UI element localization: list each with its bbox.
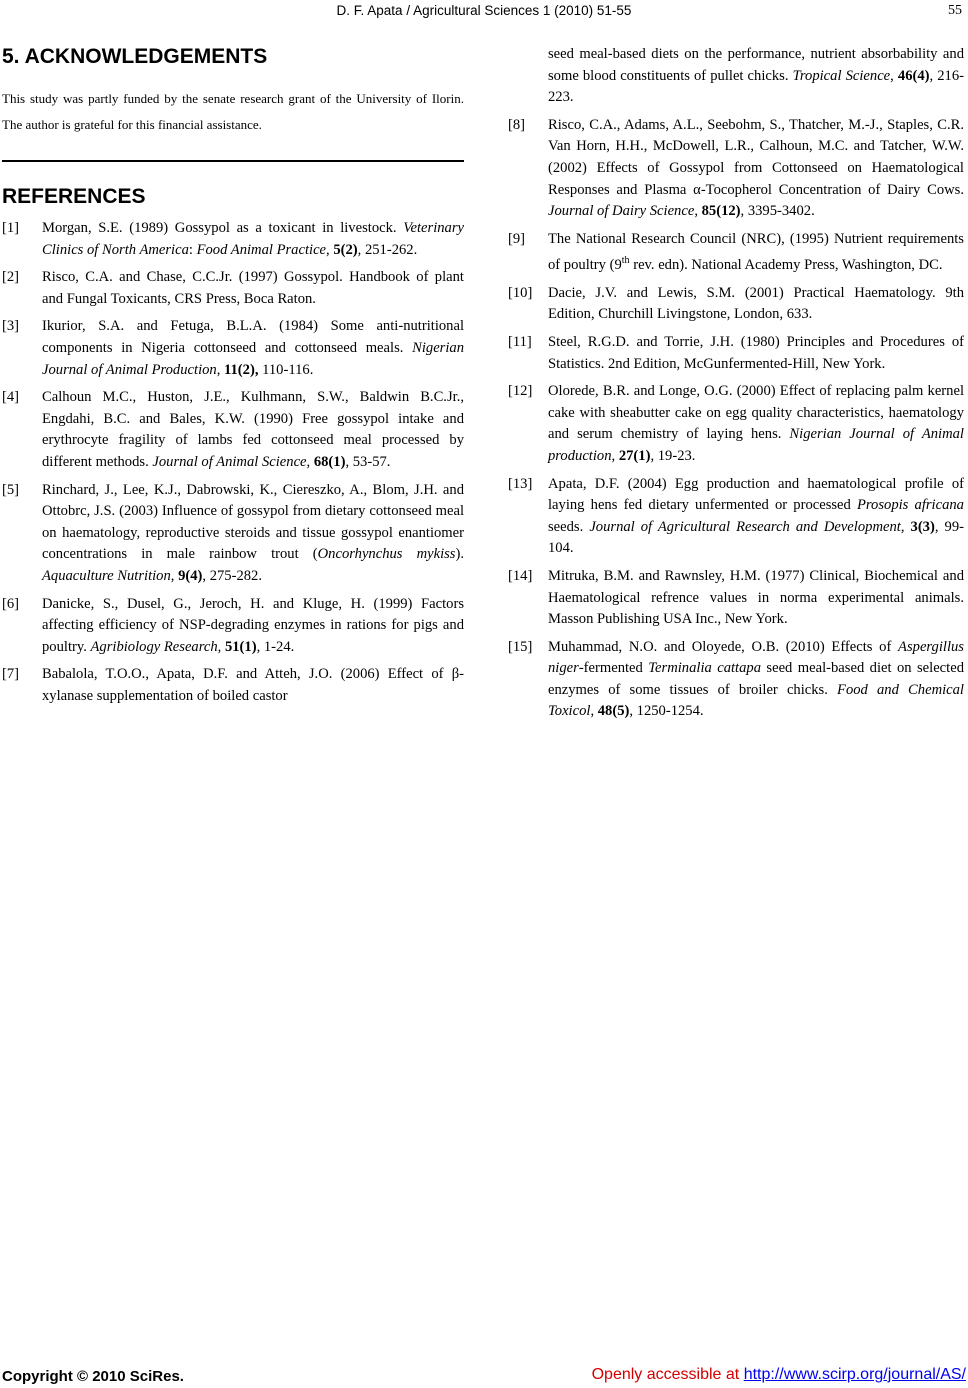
reference-number: [9] bbox=[508, 230, 526, 247]
reference-number: [2] bbox=[2, 269, 20, 286]
ref-volume: 46(4) bbox=[897, 67, 930, 84]
ref-separator: , bbox=[217, 638, 225, 655]
ref-text: rev. edn). National Academy Press, Washington, DC. bbox=[629, 257, 943, 274]
reference-text bbox=[548, 115, 964, 223]
ref-pages: 110-116. bbox=[258, 361, 314, 378]
ref-pages: , 216-223. bbox=[548, 67, 964, 106]
ref-authors-title: Babalola, T.O.O., Apata, D.F. and Atteh, J.O. (2006) Effect of β-xylanase supplementation of boiled castor bbox=[42, 666, 464, 704]
reference-number: [1] bbox=[2, 220, 20, 236]
ref-superscript: th bbox=[621, 255, 630, 267]
ref-species: Terminalia cattapa bbox=[648, 660, 761, 677]
ref-pages: , 275-282. bbox=[202, 567, 262, 584]
ref-text: seed meal-based diet on selected enzymes of some tissues of broiler chicks. bbox=[548, 660, 964, 698]
ref-volume: 68(1) bbox=[313, 453, 346, 470]
reference-text bbox=[548, 381, 964, 467]
reference-text bbox=[42, 267, 464, 310]
ref-species: Aspergillus niger bbox=[548, 638, 964, 677]
ref-authors-title: Rinchard, J., Lee, K.J., Dabrowski, K., Ciereszko, A., Blom, J.H. and Ottobrc, J.S. (2003) Influence of gossypol from dietary cottonseed meal on haematology, reproductive steroids and tissue gossypol enantiomer concentrations in male rainbow trout ( bbox=[42, 481, 464, 563]
ref-journal: Food Animal Practice bbox=[196, 241, 327, 258]
reference-number: [4] bbox=[2, 389, 20, 406]
reference-text bbox=[548, 566, 964, 631]
ref-volume: 9(4) bbox=[178, 567, 203, 584]
reference-text bbox=[42, 594, 464, 659]
open-access-notice bbox=[592, 1366, 966, 1384]
ref-authors-title: Dacie, J.V. and Lewis, S.M. (2001) Practical Haematology. 9th Edition, Churchill Livingstone, London, 633. bbox=[548, 284, 964, 323]
copyright-notice: Copyright © 2010 SciRes. bbox=[2, 1368, 184, 1385]
ref-species: Oncorhynchus mykiss bbox=[317, 546, 456, 563]
reference-text bbox=[548, 229, 964, 277]
ref-authors-title: Calhoun M.C., Huston, J.E., Kulhmann, S.W., Baldwin B.C.Jr., Engdahi, B.C. and Bales, K.W. (1990) Free gossypol intake and erythrocyte fragility of lambs fed cottonseed meal processed by different methods. bbox=[42, 389, 464, 470]
reference-item bbox=[508, 566, 964, 631]
reference-item bbox=[2, 594, 464, 659]
ref-species: Prosopis africana bbox=[857, 497, 964, 514]
reference-text bbox=[548, 637, 964, 723]
reference-item bbox=[508, 283, 964, 326]
reference-item bbox=[2, 267, 464, 310]
ref-separator: , bbox=[694, 203, 702, 220]
reference-number: [13] bbox=[508, 475, 533, 492]
reference-text bbox=[42, 316, 464, 381]
ref-volume: 48(5) bbox=[597, 703, 630, 720]
reference-item bbox=[508, 229, 964, 277]
reference-number: [6] bbox=[2, 595, 20, 612]
ref-pages: , 99-104. bbox=[548, 518, 964, 557]
ref-pages: , 53-57. bbox=[345, 453, 391, 470]
left-column bbox=[2, 42, 464, 713]
ref-journal: Journal of Animal Science bbox=[152, 453, 307, 470]
reference-number: [8] bbox=[508, 116, 526, 133]
ref-volume: 11(2), bbox=[224, 361, 259, 378]
ref-authors-title: Muhammad, N.O. and Oloyede, O.B. (2010) Effects of bbox=[548, 638, 899, 655]
reference-item bbox=[508, 637, 964, 723]
ref-separator: , bbox=[590, 703, 598, 720]
reference-text bbox=[42, 664, 464, 707]
reference-number: [7] bbox=[2, 666, 20, 683]
ref-journal: Journal of Agricultural Research and Development bbox=[589, 518, 901, 535]
ref-separator: , bbox=[216, 361, 225, 378]
section-divider bbox=[2, 160, 464, 162]
ref-pages: , 19-23. bbox=[650, 447, 696, 464]
ref-journal: Aquaculture Nutrition bbox=[42, 567, 171, 584]
reference-number: [15] bbox=[508, 638, 533, 655]
ref-separator: , bbox=[306, 453, 314, 470]
ref-journal: Nigerian Journal of Animal production bbox=[548, 426, 964, 464]
ref-volume: 3(3) bbox=[910, 518, 935, 535]
reference-list-right bbox=[508, 115, 964, 723]
ref-authors-title: The National Research Council (NRC), (1995) Nutrient requirements of poultry (9 bbox=[548, 230, 964, 274]
ref-volume: 5(2) bbox=[333, 241, 358, 258]
journal-url-link[interactable]: http://www.scirp.org/journal/AS/ bbox=[743, 1366, 966, 1383]
page-number: 55 bbox=[948, 3, 962, 18]
ref-journal: Veterinary Clinics of North America bbox=[42, 220, 464, 258]
ref-authors-title: Morgan, S.E. (1989) Gossypol as a toxicant in livestock. bbox=[42, 220, 404, 236]
reference-item bbox=[2, 218, 464, 261]
ref-text: seed meal-based diets on the performance, nutrient absorbability and some blood constituents of pullet chicks. bbox=[548, 46, 964, 84]
ref-authors-title: Apata, D.F. (2004) Egg production and haematological profile of laying hens fed dietary unfermented or processed bbox=[548, 475, 964, 514]
reference-text bbox=[548, 474, 964, 560]
reference-item bbox=[2, 316, 464, 381]
references-heading: REFERENCES bbox=[2, 185, 146, 208]
reference-item bbox=[508, 332, 964, 375]
reference-text bbox=[548, 332, 964, 375]
running-title: D. F. Apata / Agricultural Sciences 1 (2010) 51-55 bbox=[336, 3, 632, 18]
reference-number: [5] bbox=[2, 481, 20, 498]
ref-volume: 51(1) bbox=[224, 638, 257, 655]
ref-text: -fermented bbox=[578, 660, 649, 677]
ref-pages: , 1-24. bbox=[256, 638, 295, 655]
ref-separator: , bbox=[611, 447, 619, 464]
reference-text bbox=[42, 387, 464, 473]
reference-text bbox=[548, 283, 964, 326]
ref-journal: Food and Chemical Toxicol bbox=[548, 681, 964, 720]
ref-separator: , bbox=[170, 567, 179, 584]
ref-journal: Tropical Science bbox=[792, 67, 891, 84]
reference-number: [14] bbox=[508, 567, 533, 584]
acknowledgements-heading: 5. ACKNOWLEDGEMENTS bbox=[2, 45, 268, 68]
reference-number: [11] bbox=[508, 333, 532, 350]
ref-pages: , 251-262. bbox=[357, 241, 418, 258]
reference-text bbox=[42, 218, 464, 261]
reference-number: [3] bbox=[2, 318, 20, 335]
reference-item bbox=[2, 480, 464, 588]
reference-item bbox=[2, 664, 464, 707]
ref-journal: Agribiology Research bbox=[90, 638, 218, 655]
ref-journal: Nigerian Journal of Animal Production bbox=[42, 339, 464, 378]
ref-authors-title: Risco, C.A., Adams, A.L., Seebohm, S., Thatcher, M.-J., Staples, C.R. Van Horn, H.H., McDowell, L.R., Calhoun, M.C. and Tatcher, W.W. (2002) Effects of Gossypol from Cottonseed on Haematological Responses and Plasma α-Tocopherol Concentration of Dairy Cows. bbox=[548, 116, 964, 198]
reference-number: [10] bbox=[508, 284, 533, 301]
ref-authors-title: Ikurior, S.A. and Fetuga, B.L.A. (1984) Some anti-nutritional components in Nigeria cottonseed and cottonseed meals. bbox=[42, 318, 464, 356]
reference-item bbox=[508, 115, 964, 223]
reference-item bbox=[2, 387, 464, 473]
ref-pages: , 1250-1254. bbox=[629, 703, 704, 720]
ref-authors-title: Danicke, S., Dusel, G., Jeroch, H. and Kluge, H. (1999) Factors affecting efficiency of NSP-degrading enzymes in rations for pigs and poultry. bbox=[42, 595, 464, 655]
reference-7-continuation: seed meal-based diets on the performance, nutrient absorbability and some blood constituents of pullet chicks. Tropical Science, 46(4), 216-223. bbox=[548, 46, 964, 106]
ref-separator: , bbox=[900, 518, 911, 535]
access-text: Openly accessible at bbox=[591, 1366, 744, 1383]
ref-journal: Journal of Dairy Science bbox=[548, 203, 695, 220]
acknowledgements-text: This study was partly funded by the senate research grant of the University of Ilorin. The author is grateful for this financial assistance. bbox=[2, 91, 464, 132]
ref-separator: : bbox=[188, 241, 197, 258]
reference-item bbox=[508, 381, 964, 467]
ref-pages: , 3395-3402. bbox=[740, 203, 815, 220]
ref-text: seeds. bbox=[548, 518, 590, 535]
reference-list-left bbox=[2, 218, 464, 707]
reference-item bbox=[508, 474, 964, 560]
ref-authors-title: Mitruka, B.M. and Rawnsley, H.M. (1977) Clinical, Biochemical and Haematological refrence values in norma experimental animals. Masson Publishing USA Inc., New York. bbox=[548, 567, 964, 628]
ref-volume: 85(12) bbox=[701, 203, 741, 220]
right-column bbox=[508, 44, 964, 729]
reference-text bbox=[42, 480, 464, 588]
ref-text: ). bbox=[455, 546, 465, 563]
reference-number: [12] bbox=[508, 383, 533, 400]
ref-authors-title: Olorede, B.R. and Longe, O.G. (2000) Effect of replacing palm kernel cake with sheabutter cake on egg quality characteristics, haematology and serum chemistry of laying hens. bbox=[548, 383, 964, 443]
ref-volume: 27(1) bbox=[618, 447, 651, 464]
ref-separator: , bbox=[326, 241, 334, 258]
ref-authors-title: Steel, R.G.D. and Torrie, J.H. (1980) Principles and Procedures of Statistics. 2nd Edition, McGunfermented-Hill, New York. bbox=[548, 333, 964, 372]
ref-authors-title: Risco, C.A. and Chase, C.C.Jr. (1997) Gossypol. Handbook of plant and Fungal Toxicants, CRS Press, Boca Raton. bbox=[42, 269, 464, 307]
